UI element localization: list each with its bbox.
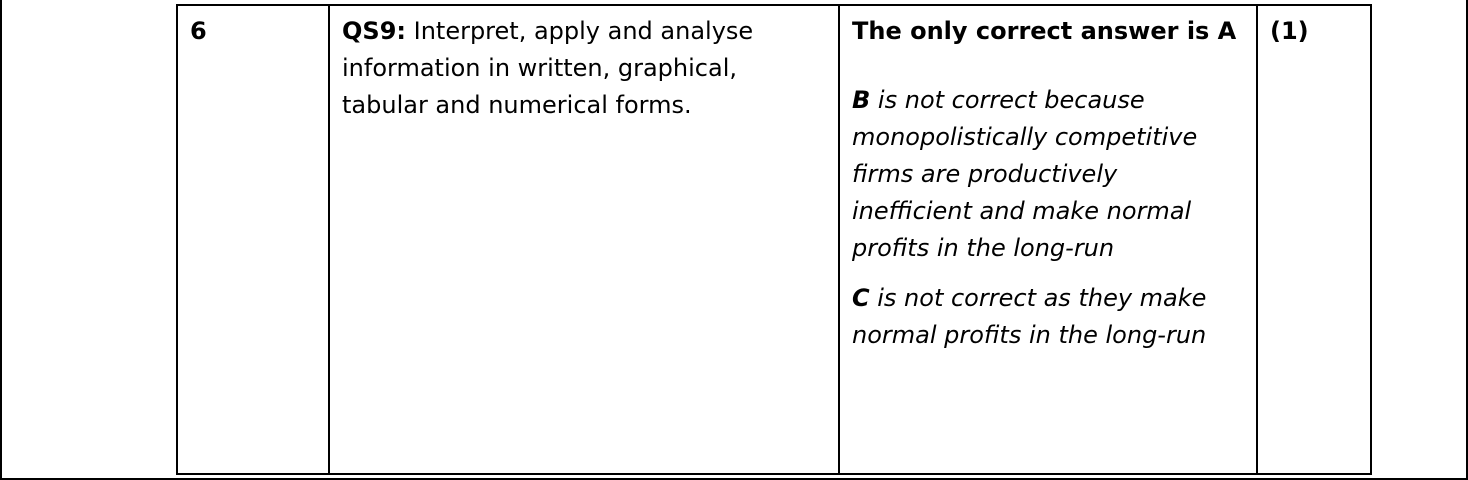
reason-b-text: is not correct because monopolistically competitive firms are productively inefficient and make normal profits in the long-run xyxy=(852,86,1198,262)
spec-text: Interpret, apply and analyse information in written, graphical, tabular and numerical forms. xyxy=(342,17,754,119)
reason-c xyxy=(852,280,1244,354)
answer-heading: The only correct answer is A xyxy=(852,17,1237,45)
reason-c-option: C xyxy=(852,284,870,312)
marks-value: (1) xyxy=(1270,17,1309,45)
table-row xyxy=(177,5,1371,474)
page-border-left xyxy=(0,0,2,480)
reason-b xyxy=(852,82,1244,267)
marks-cell xyxy=(1257,5,1371,474)
answer-cell xyxy=(839,5,1257,474)
spec-code: QS9: xyxy=(342,17,406,45)
specification-cell xyxy=(329,5,839,474)
reason-c-text: is not correct as they make normal profits in the long-run xyxy=(852,284,1207,349)
reason-b-option: B xyxy=(852,86,871,114)
question-number: 6 xyxy=(190,17,207,45)
question-number-cell xyxy=(177,5,329,474)
mark-scheme-table xyxy=(176,4,1372,475)
